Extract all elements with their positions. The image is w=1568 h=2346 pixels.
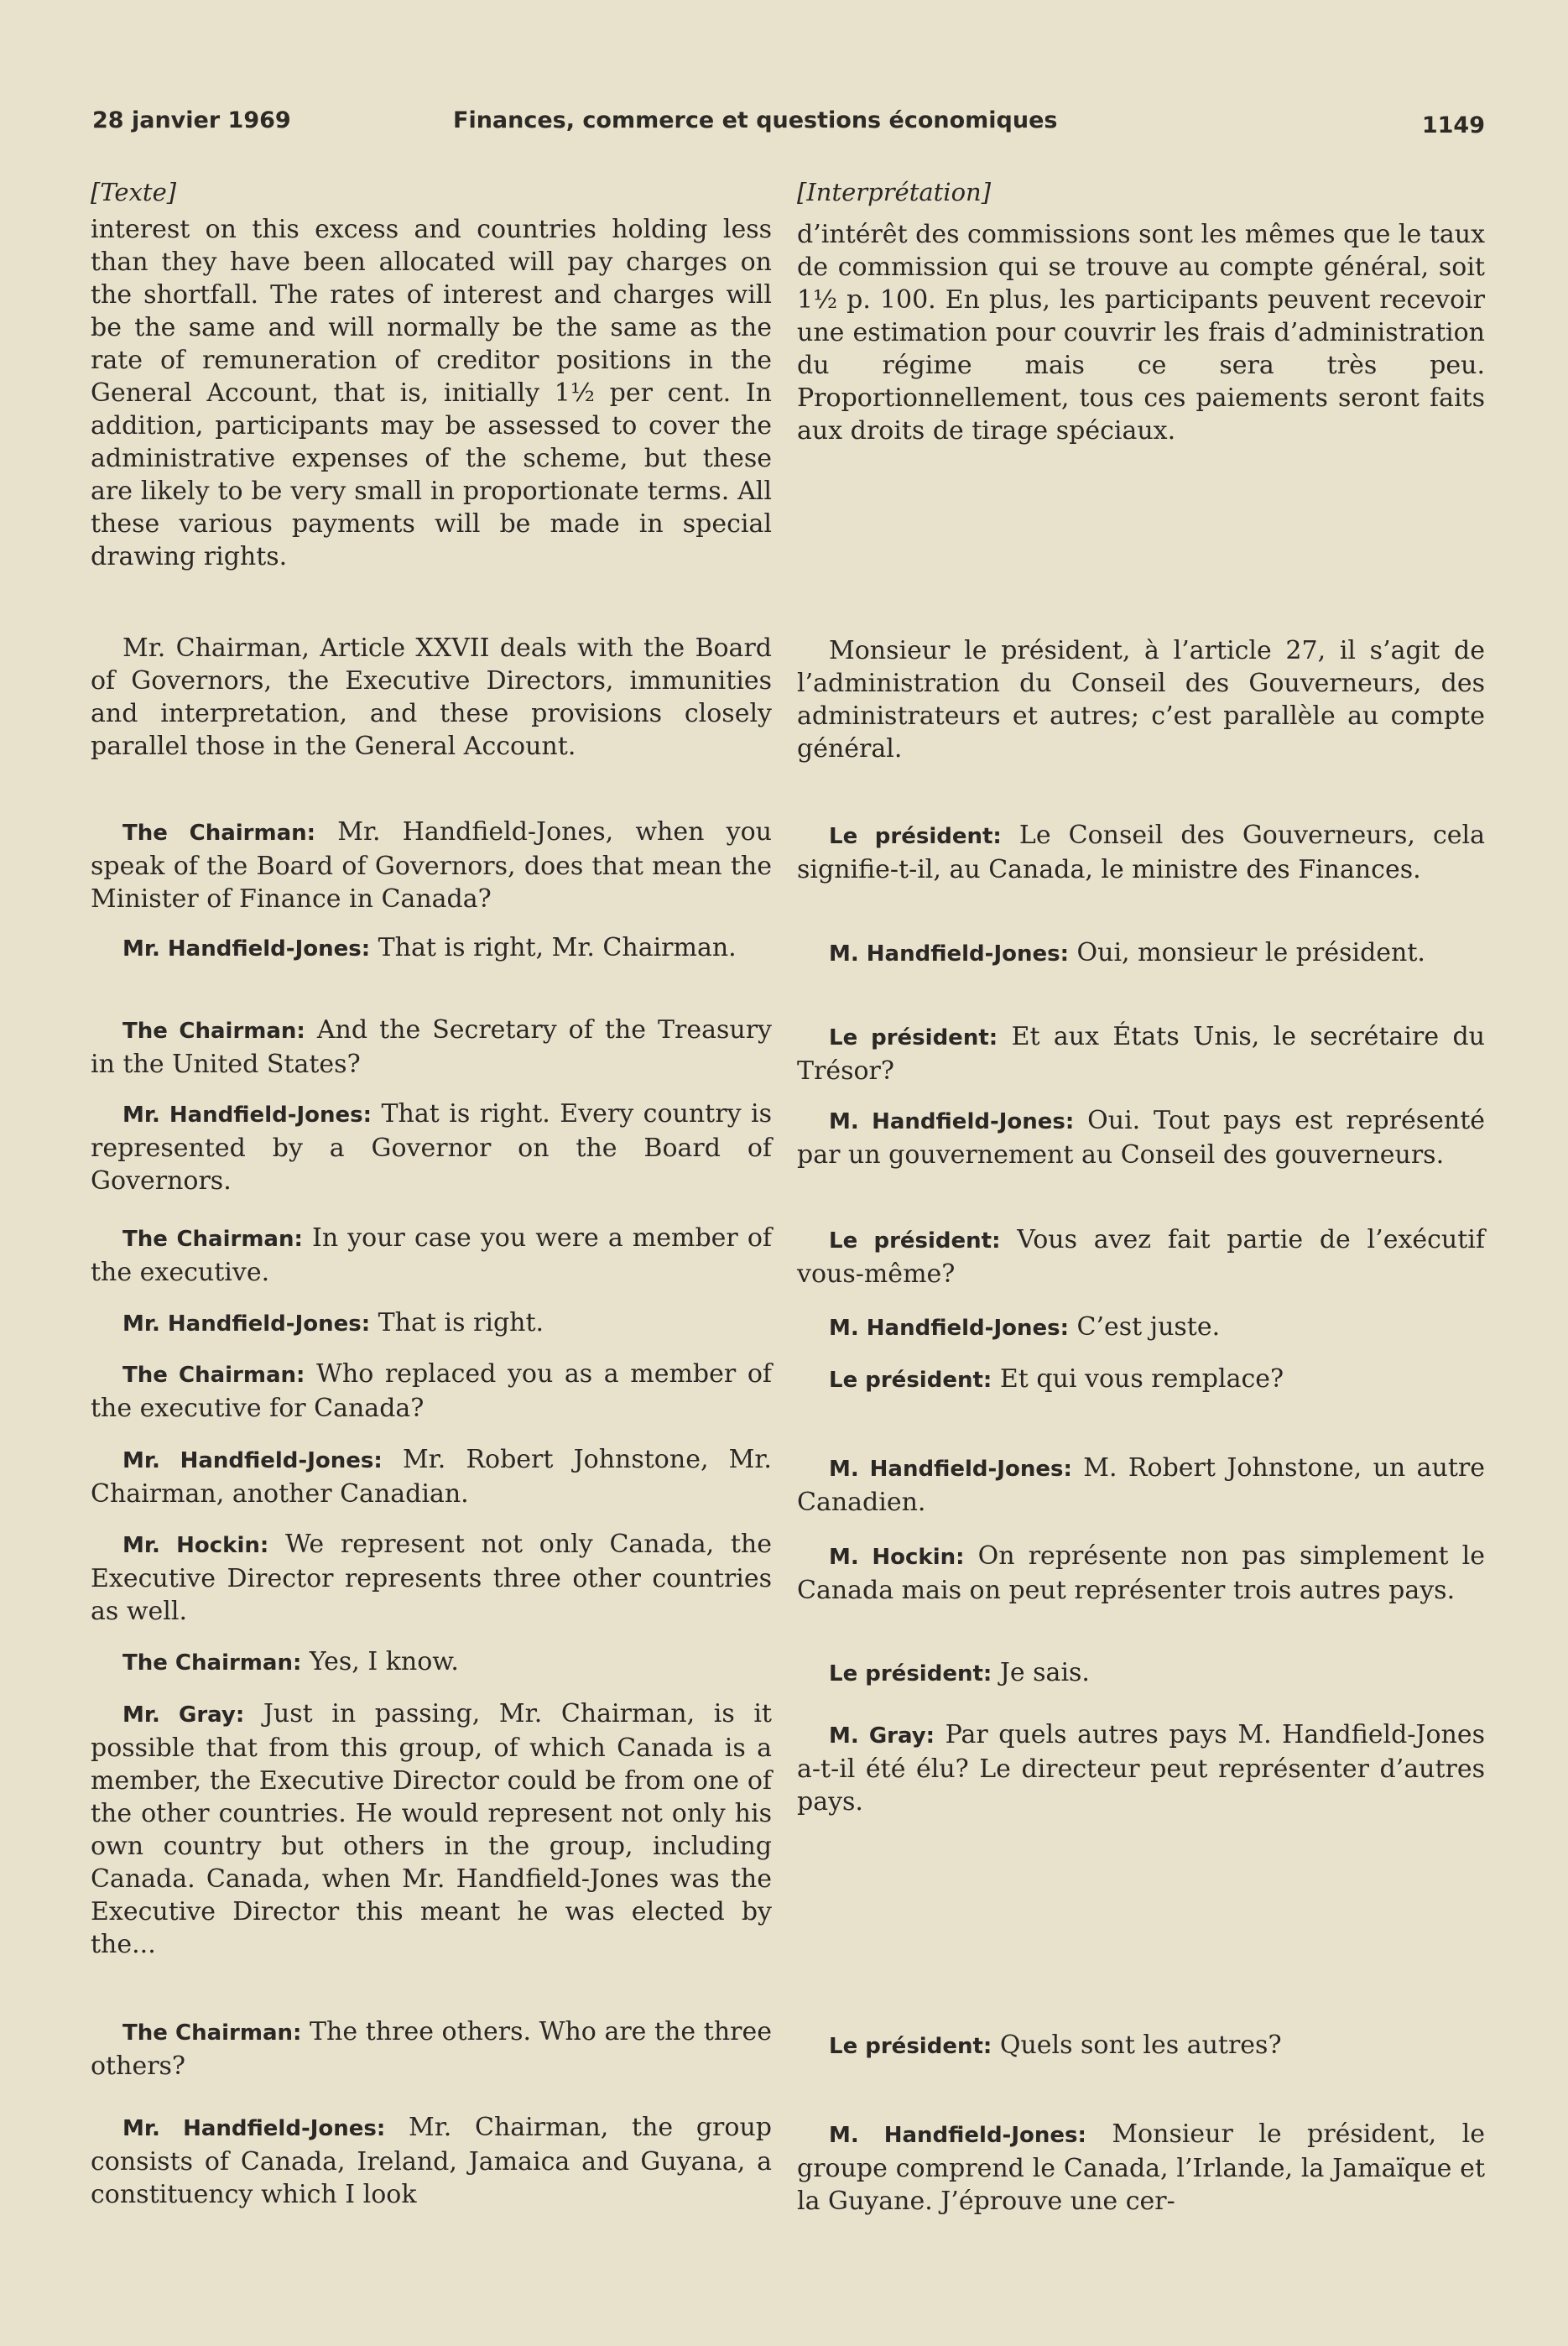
exchange-paragraph: M. Gray: Par quels autres pays M. Handfield-Jones a-t-il été élu? Le directeur peut représenter d’autres pays. bbox=[797, 1720, 1485, 1817]
exchange-paragraph: Le président: Le Conseil des Gouverneurs, cela signifie-t-il, au Canada, le ministre des Finances. bbox=[797, 821, 1485, 884]
exchange-paragraph: Mr. Gray: Just in passing, Mr. Chairman, is it possible that from this group, of which Canada is a member, the Executive Director could be from one of the other countries. He would represent not only his own country but others in the group, including Canada. Canada, when Mr. Handfield-Jones was the Executive Director this meant he was elected by the... bbox=[91, 1699, 772, 1959]
exchange-paragraph: Mr. Handfield-Jones: That is right. bbox=[122, 1308, 544, 1337]
exchange-paragraph: Mr. Handfield-Jones: That is right, Mr. Chairman. bbox=[122, 933, 737, 962]
exchange-paragraph: Mr. Handfield-Jones: That is right. Every country is represented by a Governor on the Board of Governors. bbox=[91, 1099, 772, 1196]
paragraph: Monsieur le président, à l’article 27, il s’agit de l’administration du Conseil des Gouverneurs, des administrateurs et autres; c’est parallèle au compte général. bbox=[797, 636, 1485, 764]
running-header bbox=[92, 107, 1485, 149]
exchange-paragraph: Le président: Quels sont les autres? bbox=[829, 2031, 1282, 2060]
exchange-paragraph: Mr. Handfield-Jones: Mr. Robert Johnstone, Mr. Chairman, another Canadian. bbox=[91, 1445, 772, 1509]
paragraph: Mr. Chairman, Article XXVII deals with the Board of Governors, the Executive Directors, immunities and interpretation, and these provisions closely parallel those in the General Account. bbox=[91, 633, 772, 761]
exchange-paragraph: Le président: Et qui vous remplace? bbox=[829, 1364, 1284, 1394]
exchange-paragraph: Le président: Et aux États Unis, le secrétaire du Trésor? bbox=[797, 1022, 1485, 1086]
exchange-paragraph: M. Hockin: On représente non pas simplement le Canada mais on peut représenter trois autres pays. bbox=[797, 1541, 1485, 1605]
exchange-paragraph: The Chairman: In your case you were a member of the executive. bbox=[91, 1223, 772, 1287]
exchange-paragraph: M. Handfield-Jones: Monsieur le président, le groupe comprend le Canada, l’Irlande, la Jamaïque et la Guyane. J’éprouve une cer- bbox=[797, 2119, 1485, 2216]
exchange-paragraph: M. Handfield-Jones: Oui, monsieur le président. bbox=[829, 938, 1425, 967]
paragraph: interest on this excess and countries holding less than they have been allocated will pay charges on the shortfall. The rates of interest and charges will be the same and will normally be the same as the rate of remuneration of creditor positions in the General Account, that is, initially 1½ per cent. In addition, participants may be assessed to cover the administrative expenses of the scheme, but these are likely to be very small in proportionate terms. All these various payments will be made in special drawing rights. bbox=[91, 215, 772, 571]
label-texte: [Texte] bbox=[91, 178, 177, 206]
exchange-paragraph: M. Handfield-Jones: M. Robert Johnstone, un autre Canadien. bbox=[797, 1453, 1485, 1517]
header-title: Finances, commerce et questions économiques bbox=[453, 107, 1058, 133]
page-number: 1149 bbox=[1421, 112, 1485, 138]
exchange-paragraph: Mr. Hockin: We represent not only Canada, the Executive Director represents three other countries as well. bbox=[91, 1530, 772, 1626]
exchange-paragraph: The Chairman: And the Secretary of the Treasury in the United States? bbox=[91, 1015, 772, 1079]
exchange-paragraph: The Chairman: The three others. Who are the three others? bbox=[91, 2017, 772, 2081]
label-interpretation: [Interprétation] bbox=[797, 178, 992, 206]
exchange-paragraph: Le président: Vous avez fait partie de l’exécutif vous-même? bbox=[797, 1225, 1485, 1289]
exchange-paragraph: M. Handfield-Jones: C’est juste. bbox=[829, 1312, 1221, 1342]
header-date: 28 janvier 1969 bbox=[92, 107, 291, 133]
exchange-paragraph: The Chairman: Mr. Handfield-Jones, when you speak of the Board of Governors, does that mean the Minister of Finance in Canada? bbox=[91, 817, 772, 914]
exchange-paragraph: M. Handfield-Jones: Oui. Tout pays est représenté par un gouvernement au Conseil des gouverneurs. bbox=[797, 1106, 1485, 1170]
paragraph: d’intérêt des commissions sont les mêmes que le taux de commission qui se trouve au compte général, soit 1½ p. 100. En plus, les participants peuvent recevoir une estimation pour couvrir les frais d’administration du régime mais ce sera très peu. Proportionnellement, tous ces paiements seront faits aux droits de tirage spéciaux. bbox=[797, 220, 1485, 446]
exchange-paragraph: Mr. Handfield-Jones: Mr. Chairman, the group consists of Canada, Ireland, Jamaica and Guyana, a constituency which I look bbox=[91, 2113, 772, 2209]
exchange-paragraph: The Chairman: Yes, I know. bbox=[122, 1647, 459, 1676]
exchange-paragraph: The Chairman: Who replaced you as a member of the executive for Canada? bbox=[91, 1359, 772, 1423]
exchange-paragraph: Le président: Je sais. bbox=[829, 1658, 1090, 1687]
